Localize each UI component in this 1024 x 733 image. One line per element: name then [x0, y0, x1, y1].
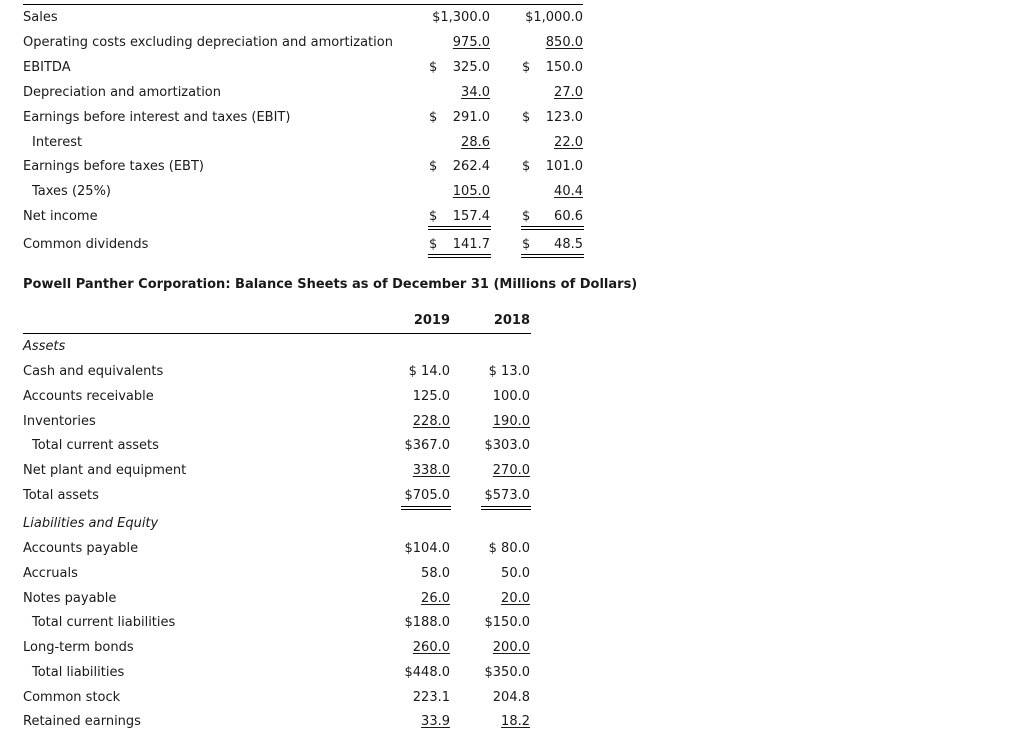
bs-label-receivables: Accounts receivable — [23, 389, 154, 404]
is-label-ebitda: EBITDA — [23, 60, 71, 75]
bs-2019-inventories: 228.0 — [412, 414, 450, 429]
bs-label-total-current-liabilities: Total current liabilities — [32, 615, 176, 630]
is-label-ebit: Earnings before interest and taxes (EBIT) — [23, 110, 291, 125]
bs-2018-total-current-liabilities: $150.0 — [484, 615, 530, 630]
is-2019-ebitda: 325.0 — [452, 60, 490, 75]
bs-2019-notes-payable: 26.0 — [421, 591, 450, 606]
income-top-rule — [23, 4, 583, 5]
is-2019-interest: 28.6 — [461, 135, 490, 150]
is-2018-net-income-rule-1 — [521, 226, 584, 227]
bs-2018-total-current-assets: $303.0 — [484, 438, 530, 453]
is-label-net-income: Net income — [23, 209, 98, 224]
balance-sheet-title: Powell Panther Corporation: Balance Sheets as of December 31 (Millions of Dollars) — [23, 277, 638, 292]
bs-label-long-term-bonds: Long-term bonds — [23, 640, 134, 655]
is-2019-sales: $1,300.0 — [432, 10, 490, 25]
is-label-common-dividends: Common dividends — [23, 237, 149, 252]
bs-label-total-current-assets: Total current assets — [32, 438, 159, 453]
is-2018-ebitda: 150.0 — [545, 60, 583, 75]
is-label-depreciation: Depreciation and amortization — [23, 85, 221, 100]
is-label-operating-costs: Operating costs excluding depreciation and amortization — [23, 35, 393, 50]
is-dollar-2018-ebt: $ — [522, 159, 531, 174]
bs-label-total-assets: Total assets — [23, 488, 99, 503]
is-label-interest: Interest — [32, 135, 83, 150]
is-2018-net-income: 60.6 — [554, 209, 583, 224]
is-2019-net-income: 157.4 — [452, 209, 490, 224]
is-2019-ebt: 262.4 — [452, 159, 490, 174]
is-label-sales: Sales — [23, 10, 58, 25]
bs-2018-long-term-bonds: 200.0 — [492, 640, 530, 655]
is-2018-taxes: 40.4 — [554, 184, 583, 199]
bs-2019-total-assets-rule-2 — [401, 509, 451, 510]
bs-2019-accounts-payable: $104.0 — [404, 541, 450, 556]
bs-2018-receivables: 100.0 — [492, 389, 530, 404]
bs-label-accounts-payable: Accounts payable — [23, 541, 139, 556]
bs-label-common-stock: Common stock — [23, 690, 121, 705]
is-dollar-2018-ebitda: $ — [522, 60, 531, 75]
bs-2018-total-assets-rule-2 — [481, 509, 531, 510]
bs-label-retained-earnings: Retained earnings — [23, 714, 141, 729]
bs-2019-long-term-bonds: 260.0 — [412, 640, 450, 655]
is-2019-net-income-rule-1 — [428, 226, 491, 227]
bs-2019-net-plant: 338.0 — [412, 463, 450, 478]
is-2018-ebt: 101.0 — [545, 159, 583, 174]
bs-label-cash: Cash and equivalents — [23, 364, 164, 379]
is-2018-dividends-rule-2 — [521, 257, 584, 258]
is-dollar-2019-ebt: $ — [429, 159, 438, 174]
bs-2019-total-current-liabilities: $188.0 — [404, 615, 450, 630]
bs-label-accruals: Accruals — [23, 566, 78, 581]
bs-2018-inventories: 190.0 — [492, 414, 530, 429]
bs-label-net-plant: Net plant and equipment — [23, 463, 187, 478]
bs-col-2018: 2018 — [493, 313, 530, 328]
is-dollar-2019-net-income: $ — [429, 209, 438, 224]
bs-2018-cash: $ 13.0 — [488, 364, 530, 379]
is-2018-common-dividends: 48.5 — [554, 237, 583, 252]
is-2018-ebit: 123.0 — [545, 110, 583, 125]
is-label-ebt: Earnings before taxes (EBT) — [23, 159, 204, 174]
bs-2018-total-assets: $573.0 — [484, 488, 530, 503]
bs-2018-total-assets-rule-1 — [481, 506, 531, 507]
is-2018-sales: $1,000.0 — [525, 10, 583, 25]
is-2019-depreciation: 34.0 — [461, 85, 490, 100]
is-dollar-2018-net-income: $ — [522, 209, 531, 224]
bs-2019-total-current-assets: $367.0 — [404, 438, 450, 453]
is-2018-net-income-rule-2 — [521, 229, 584, 230]
is-2019-operating-costs: 975.0 — [452, 35, 490, 50]
bs-2019-accruals: 58.0 — [421, 566, 450, 581]
bs-label-inventories: Inventories — [23, 414, 96, 429]
is-label-taxes: Taxes (25%) — [32, 184, 111, 199]
bs-2018-retained-earnings: 18.2 — [501, 714, 530, 729]
bs-2018-notes-payable: 20.0 — [501, 591, 530, 606]
bs-label-notes-payable: Notes payable — [23, 591, 117, 606]
bs-2019-total-assets-rule-1 — [401, 506, 451, 507]
bs-2019-retained-earnings: 33.9 — [421, 714, 450, 729]
is-2019-dividends-rule-1 — [428, 254, 491, 255]
bs-2019-cash: $ 14.0 — [408, 364, 450, 379]
bs-2018-accruals: 50.0 — [501, 566, 530, 581]
bs-label-total-liabilities: Total liabilities — [32, 665, 125, 680]
bs-2018-total-liabilities: $350.0 — [484, 665, 530, 680]
bs-2019-total-liabilities: $448.0 — [404, 665, 450, 680]
is-dollar-2019-ebit: $ — [429, 110, 438, 125]
is-2018-dividends-rule-1 — [521, 254, 584, 255]
bs-2019-total-assets: $705.0 — [404, 488, 450, 503]
is-dollar-2018-ebit: $ — [522, 110, 531, 125]
bs-2018-accounts-payable: $ 80.0 — [488, 541, 530, 556]
is-2019-ebit: 291.0 — [452, 110, 490, 125]
is-dollar-2019-dividends: $ — [429, 237, 438, 252]
bs-header-rule — [23, 333, 531, 334]
is-2018-operating-costs: 850.0 — [545, 35, 583, 50]
bs-2018-common-stock: 204.8 — [492, 690, 530, 705]
is-2018-depreciation: 27.0 — [554, 85, 583, 100]
is-dollar-2019-ebitda: $ — [429, 60, 438, 75]
bs-col-2019: 2019 — [413, 313, 450, 328]
is-2018-interest: 22.0 — [554, 135, 583, 150]
bs-2019-receivables: 125.0 — [412, 389, 450, 404]
is-2019-net-income-rule-2 — [428, 229, 491, 230]
bs-2018-net-plant: 270.0 — [492, 463, 530, 478]
is-2019-dividends-rule-2 — [428, 257, 491, 258]
bs-liabilities-heading: Liabilities and Equity — [23, 516, 159, 531]
bs-assets-heading: Assets — [23, 339, 66, 354]
is-dollar-2018-dividends: $ — [522, 237, 531, 252]
bs-2019-common-stock: 223.1 — [412, 690, 450, 705]
is-2019-taxes: 105.0 — [452, 184, 490, 199]
is-2019-common-dividends: 141.7 — [452, 237, 490, 252]
